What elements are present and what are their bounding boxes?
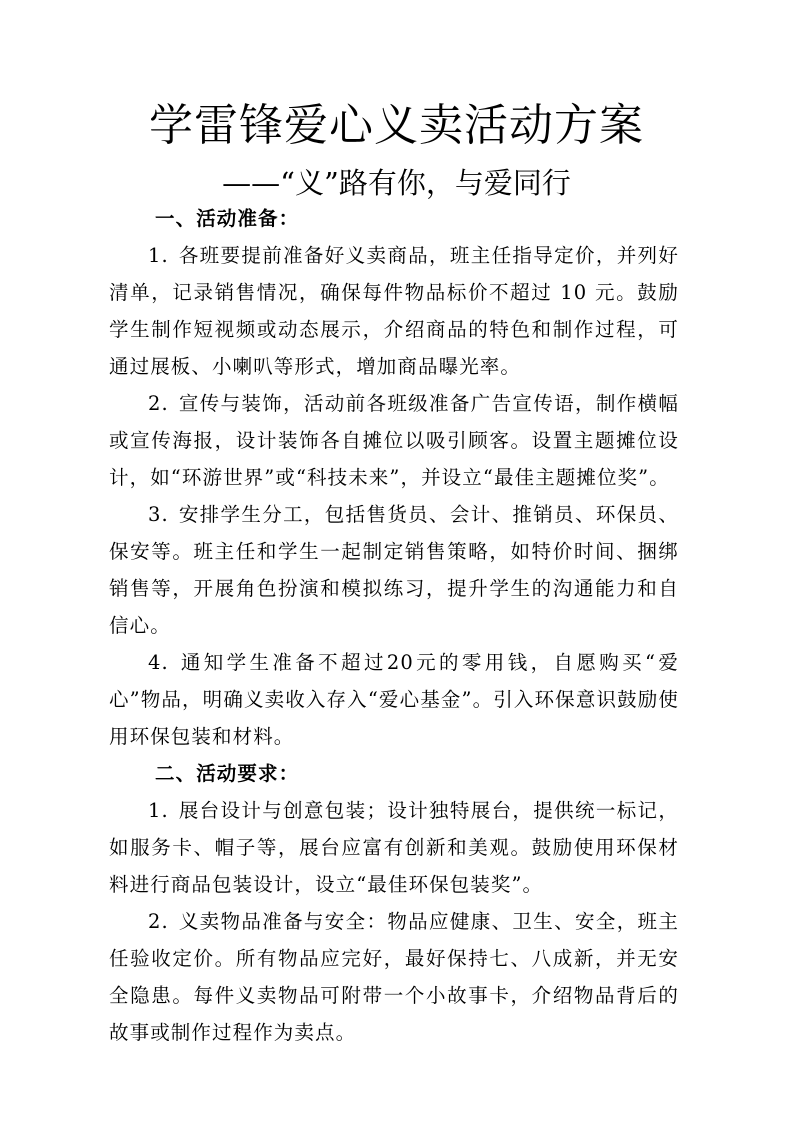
paragraph-number: 3.	[148, 503, 169, 526]
paragraph	[109, 496, 679, 644]
paragraph	[109, 644, 679, 755]
paragraph-number: 2.	[148, 910, 169, 933]
paragraph-number: 4.	[148, 651, 169, 674]
document-title: 学雷锋爱心义卖活动方案	[149, 100, 644, 151]
section-heading-preparation: 一、活动准备：	[155, 207, 300, 230]
paragraph	[109, 385, 679, 496]
paragraph-text: 展台设计与创意包装；设计独特展台，提供统一标记，如服务卡、帽子等，展台应富有创新和美观。鼓励使用环保材料进行商品包装设计，设立“最佳环保包装奖”。	[109, 799, 679, 896]
paragraph-text: 通知学生准备不超过20元的零用钱，自愿购买“爱心”物品，明确义卖收入存入“爱心基金”。引入环保意识鼓励使用环保包装和材料。	[109, 651, 679, 748]
paragraph	[109, 237, 679, 385]
paragraph-number: 1.	[148, 244, 169, 267]
paragraph-text: 义卖物品准备与安全：物品应健康、卫生、安全，班主任验收定价。所有物品应完好，最好保持七、八成新，并无安全隐患。每件义卖物品可附带一个小故事卡，介绍物品背后的故事或制作过程作为卖点。	[109, 910, 679, 1044]
document-subtitle: ——“义”路有你，与爱同行	[222, 166, 571, 200]
paragraph-text: 安排学生分工，包括售货员、会计、推销员、环保员、保安等。班主任和学生一起制定销售策略，如特价时间、捆绑销售等，开展角色扮演和模拟练习，提升学生的沟通能力和自信心。	[109, 503, 679, 637]
section-heading-requirements: 二、活动要求：	[155, 762, 300, 785]
paragraph-number: 1.	[148, 799, 169, 822]
document-body	[109, 200, 679, 1051]
paragraph-number: 2.	[148, 392, 169, 415]
paragraph	[109, 903, 679, 1051]
paragraph-text: 宣传与装饰，活动前各班级准备广告宣传语，制作横幅或宣传海报，设计装饰各自摊位以吸引顾客。设置主题摊位设计，如“环游世界”或“科技未来”，并设立“最佳主题摊位奖”。	[109, 392, 679, 489]
paragraph-text: 各班要提前准备好义卖商品，班主任指导定价，并列好清单，记录销售情况，确保每件物品标价不超过 10 元。鼓励学生制作短视频或动态展示，介绍商品的特色和制作过程，可通过展板、小喇叭等形式，增加商品曝光率。	[109, 244, 679, 378]
paragraph	[109, 792, 679, 903]
